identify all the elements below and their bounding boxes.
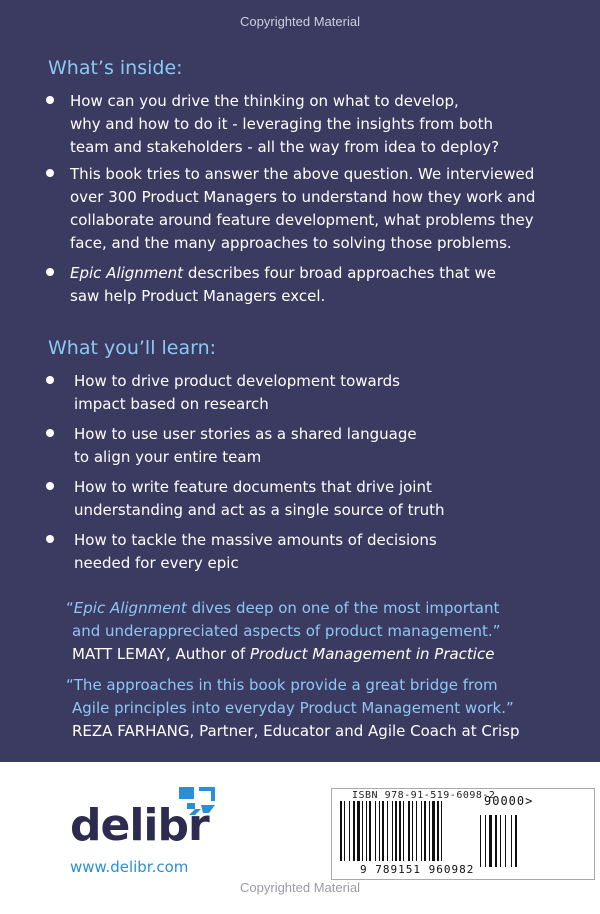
barcode-bar xyxy=(387,801,388,861)
list-line: team and stakeholders - all the way from idea to deploy? xyxy=(70,138,500,156)
barcode-number: 9 789151 960982 xyxy=(360,863,475,876)
watermark-bottom: Copyrighted Material xyxy=(240,880,360,895)
list-line: needed for every epic xyxy=(74,554,239,572)
list-line: How to drive product development towards xyxy=(74,372,400,390)
barcode-bar xyxy=(437,801,439,861)
delibr-logo-text: delibr xyxy=(70,800,209,851)
isbn-text: ISBN 978-91-519-6098-2 xyxy=(352,790,496,801)
barcode-bar xyxy=(505,815,506,867)
quote-line: “The approaches in this book provide a great bridge from xyxy=(66,676,498,694)
author-book: Product Management in Practice xyxy=(249,645,495,663)
list-line: How to use user stories as a shared language xyxy=(74,425,417,443)
author-role: , Partner, Educator and Agile Coach at Crisp xyxy=(189,722,520,740)
bullet xyxy=(46,96,54,104)
barcode-bar xyxy=(500,815,501,867)
barcode-bar xyxy=(375,801,376,861)
barcode-bar xyxy=(429,801,430,861)
learn-item-1 xyxy=(74,370,400,416)
bullet xyxy=(46,429,54,437)
author-name: REZA FARHANG xyxy=(72,722,190,740)
quote-line xyxy=(66,597,500,620)
list-line: to align your entire team xyxy=(74,448,262,466)
inside-item-3 xyxy=(70,262,496,308)
barcode-bar xyxy=(362,801,363,861)
barcode-bar xyxy=(416,801,417,861)
barcode-bar xyxy=(349,801,350,861)
barcode-bar xyxy=(511,815,512,867)
book-title-italic: Epic Alignment xyxy=(70,264,184,282)
list-line: This book tries to answer the above question. We interviewed xyxy=(70,165,535,183)
list-line: over 300 Product Managers to understand how they work and xyxy=(70,188,536,206)
barcode-bar xyxy=(392,801,393,861)
quote-2 xyxy=(66,674,520,743)
barcode-bar xyxy=(395,801,397,861)
quote-1 xyxy=(66,597,500,666)
inside-heading: What’s inside: xyxy=(48,57,183,79)
barcode-bar xyxy=(495,815,497,867)
barcode-bar xyxy=(369,801,371,861)
list-line: impact based on research xyxy=(74,395,269,413)
bullet xyxy=(46,376,54,384)
book-title-italic: Epic Alignment xyxy=(73,599,187,617)
barcode-bar xyxy=(403,801,404,861)
barcode-bar xyxy=(421,801,422,861)
quote-author xyxy=(66,720,520,743)
barcode-bar xyxy=(515,815,517,867)
barcode-bar xyxy=(441,801,442,861)
barcode-bar xyxy=(353,801,355,861)
quote-text: dives deep on one of the most important xyxy=(186,599,500,617)
author-name: MATT LEMAY xyxy=(72,645,166,663)
list-line: collaborate around feature development, what problems they xyxy=(70,211,534,229)
barcode-bar xyxy=(379,801,380,861)
list-line: How to write feature documents that drive joint xyxy=(74,478,432,496)
bullet xyxy=(46,535,54,543)
website-link[interactable]: www.delibr.com xyxy=(70,858,189,876)
barcode-bar xyxy=(366,801,367,861)
barcode-bar xyxy=(344,801,345,861)
list-line: why and how to do it - leveraging the insights from both xyxy=(70,115,494,133)
barcode-bar xyxy=(412,801,413,861)
barcode-bar xyxy=(485,815,486,867)
barcode-bar xyxy=(424,801,426,861)
author-role: , Author of xyxy=(165,645,250,663)
barcode-bar xyxy=(357,801,360,861)
list-line: face, and the many approaches to solving those problems. xyxy=(70,234,512,252)
list-text: describes four broad approaches that we xyxy=(183,264,496,282)
list-line xyxy=(70,262,496,285)
list-line: saw help Product Managers excel. xyxy=(70,287,326,305)
learn-item-4 xyxy=(74,529,437,575)
barcode-bar xyxy=(399,801,401,861)
quote-mark: “ xyxy=(66,599,74,617)
list-line: How to tackle the massive amounts of decisions xyxy=(74,531,437,549)
bullet xyxy=(46,268,54,276)
learn-item-3 xyxy=(74,476,445,522)
list-line: understanding and act as a single source of truth xyxy=(74,501,445,519)
barcode-bar xyxy=(432,801,435,861)
barcode-bar xyxy=(480,815,481,867)
price-code: 90000> xyxy=(484,794,534,808)
inside-item-1 xyxy=(70,90,499,159)
bullet xyxy=(46,169,54,177)
list-line: How can you drive the thinking on what to develop, xyxy=(70,92,459,110)
barcode-bar xyxy=(489,815,492,867)
bullet xyxy=(46,482,54,490)
inside-item-2 xyxy=(70,163,535,255)
barcode-bar xyxy=(382,801,384,861)
watermark-top: Copyrighted Material xyxy=(240,14,360,29)
barcode-bar xyxy=(408,801,410,861)
quote-line: and underappreciated aspects of product management.” xyxy=(72,622,501,640)
quote-author xyxy=(66,643,500,666)
quote-line: Agile principles into everyday Product Management work.” xyxy=(72,699,514,717)
learn-item-2 xyxy=(74,423,417,469)
barcode-bar xyxy=(340,801,342,861)
learn-heading: What you’ll learn: xyxy=(48,337,217,359)
